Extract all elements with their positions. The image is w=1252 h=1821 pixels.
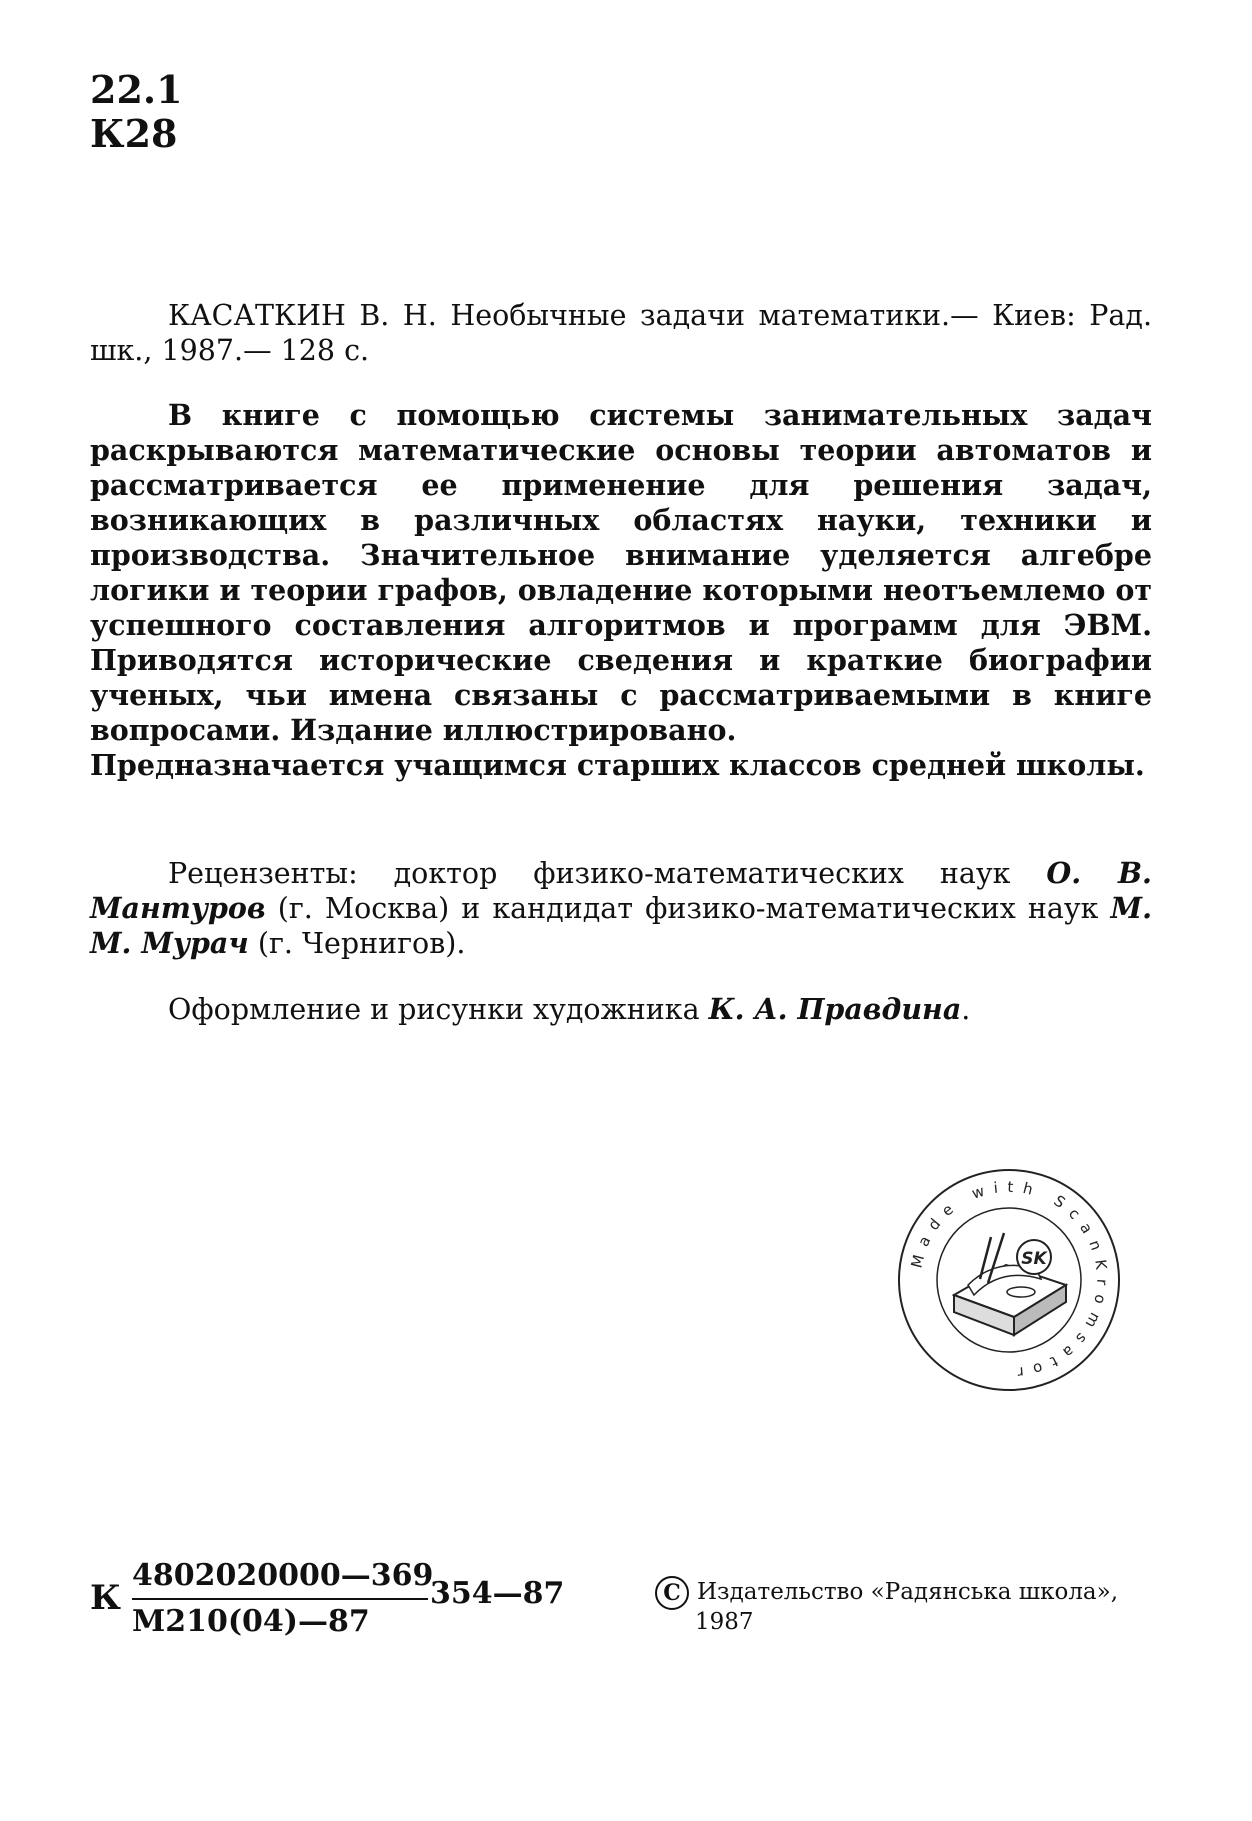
reviewers-suffix: (г. Чернигов). [248, 927, 466, 960]
code-letter: К [90, 1578, 121, 1618]
design-credit [90, 992, 1152, 1027]
design-prefix: Оформление и рисунки художника [168, 993, 709, 1026]
copyright-year: 1987 [695, 1609, 754, 1635]
annotation-paragraph: В книге с помощью системы занимательных задач раскрываются математические основы теории автоматов и рассматривается ее применение для решения задач, возникающих в различных областях науки, техники и производства. Значительное внимание уделяется алгебре логики и теории графов, овладение которыми неотъемлемо от успешного составления алгоритмов и программ для ЭВМ. Приводятся исторические сведения и краткие биографии ученых, чьи имена связаны с рассматриваемыми в книге вопросами. Издание иллюстрировано. [90, 398, 1152, 747]
reviewer-name-1: О. В. Мантуров [90, 856, 1152, 925]
stamp-ring-text: Made with ScanKromsator [907, 1177, 1112, 1383]
code-numerator: 4802020000—369 [132, 1558, 434, 1593]
copyright-icon: С [655, 1576, 689, 1610]
publisher-name: Издательство «Радянська школа», [697, 1579, 1119, 1605]
code-denominator: М210(04)—87 [132, 1604, 370, 1639]
artist-name: К. А. Правдина [708, 992, 962, 1026]
udc-line-2: К28 [90, 111, 178, 156]
annotation [90, 398, 1152, 783]
scanner-book-icon [954, 1233, 1066, 1335]
author-name: КАСАТКИН В. Н. [168, 299, 437, 332]
copyright-notice [655, 1576, 1118, 1635]
reviewers-prefix: Рецензенты: доктор физико-математических наук [168, 857, 1047, 890]
scankromsator-stamp-icon [896, 1167, 1122, 1393]
reviewer-name-2: М. М. Мурач [90, 891, 1152, 960]
bibliographic-details: Необычные задачи математики.— Киев: Рад. шк., 1987.— 128 с. [90, 299, 1153, 367]
stamp-badge: SK [1021, 1249, 1047, 1269]
audience-note: Предназначается учащимся старших классов средней школы. [90, 748, 1145, 782]
bibliographic-record [90, 298, 1152, 368]
code-suffix: 354—87 [430, 1576, 565, 1611]
reviewers-mid: (г. Москва) и кандидат физико-математических наук [265, 892, 1111, 925]
fraction-line [132, 1598, 428, 1600]
reviewers [90, 856, 1152, 961]
udc-index [90, 68, 183, 156]
udc-line-1: 22.1 [90, 67, 183, 112]
design-suffix: . [961, 993, 971, 1026]
